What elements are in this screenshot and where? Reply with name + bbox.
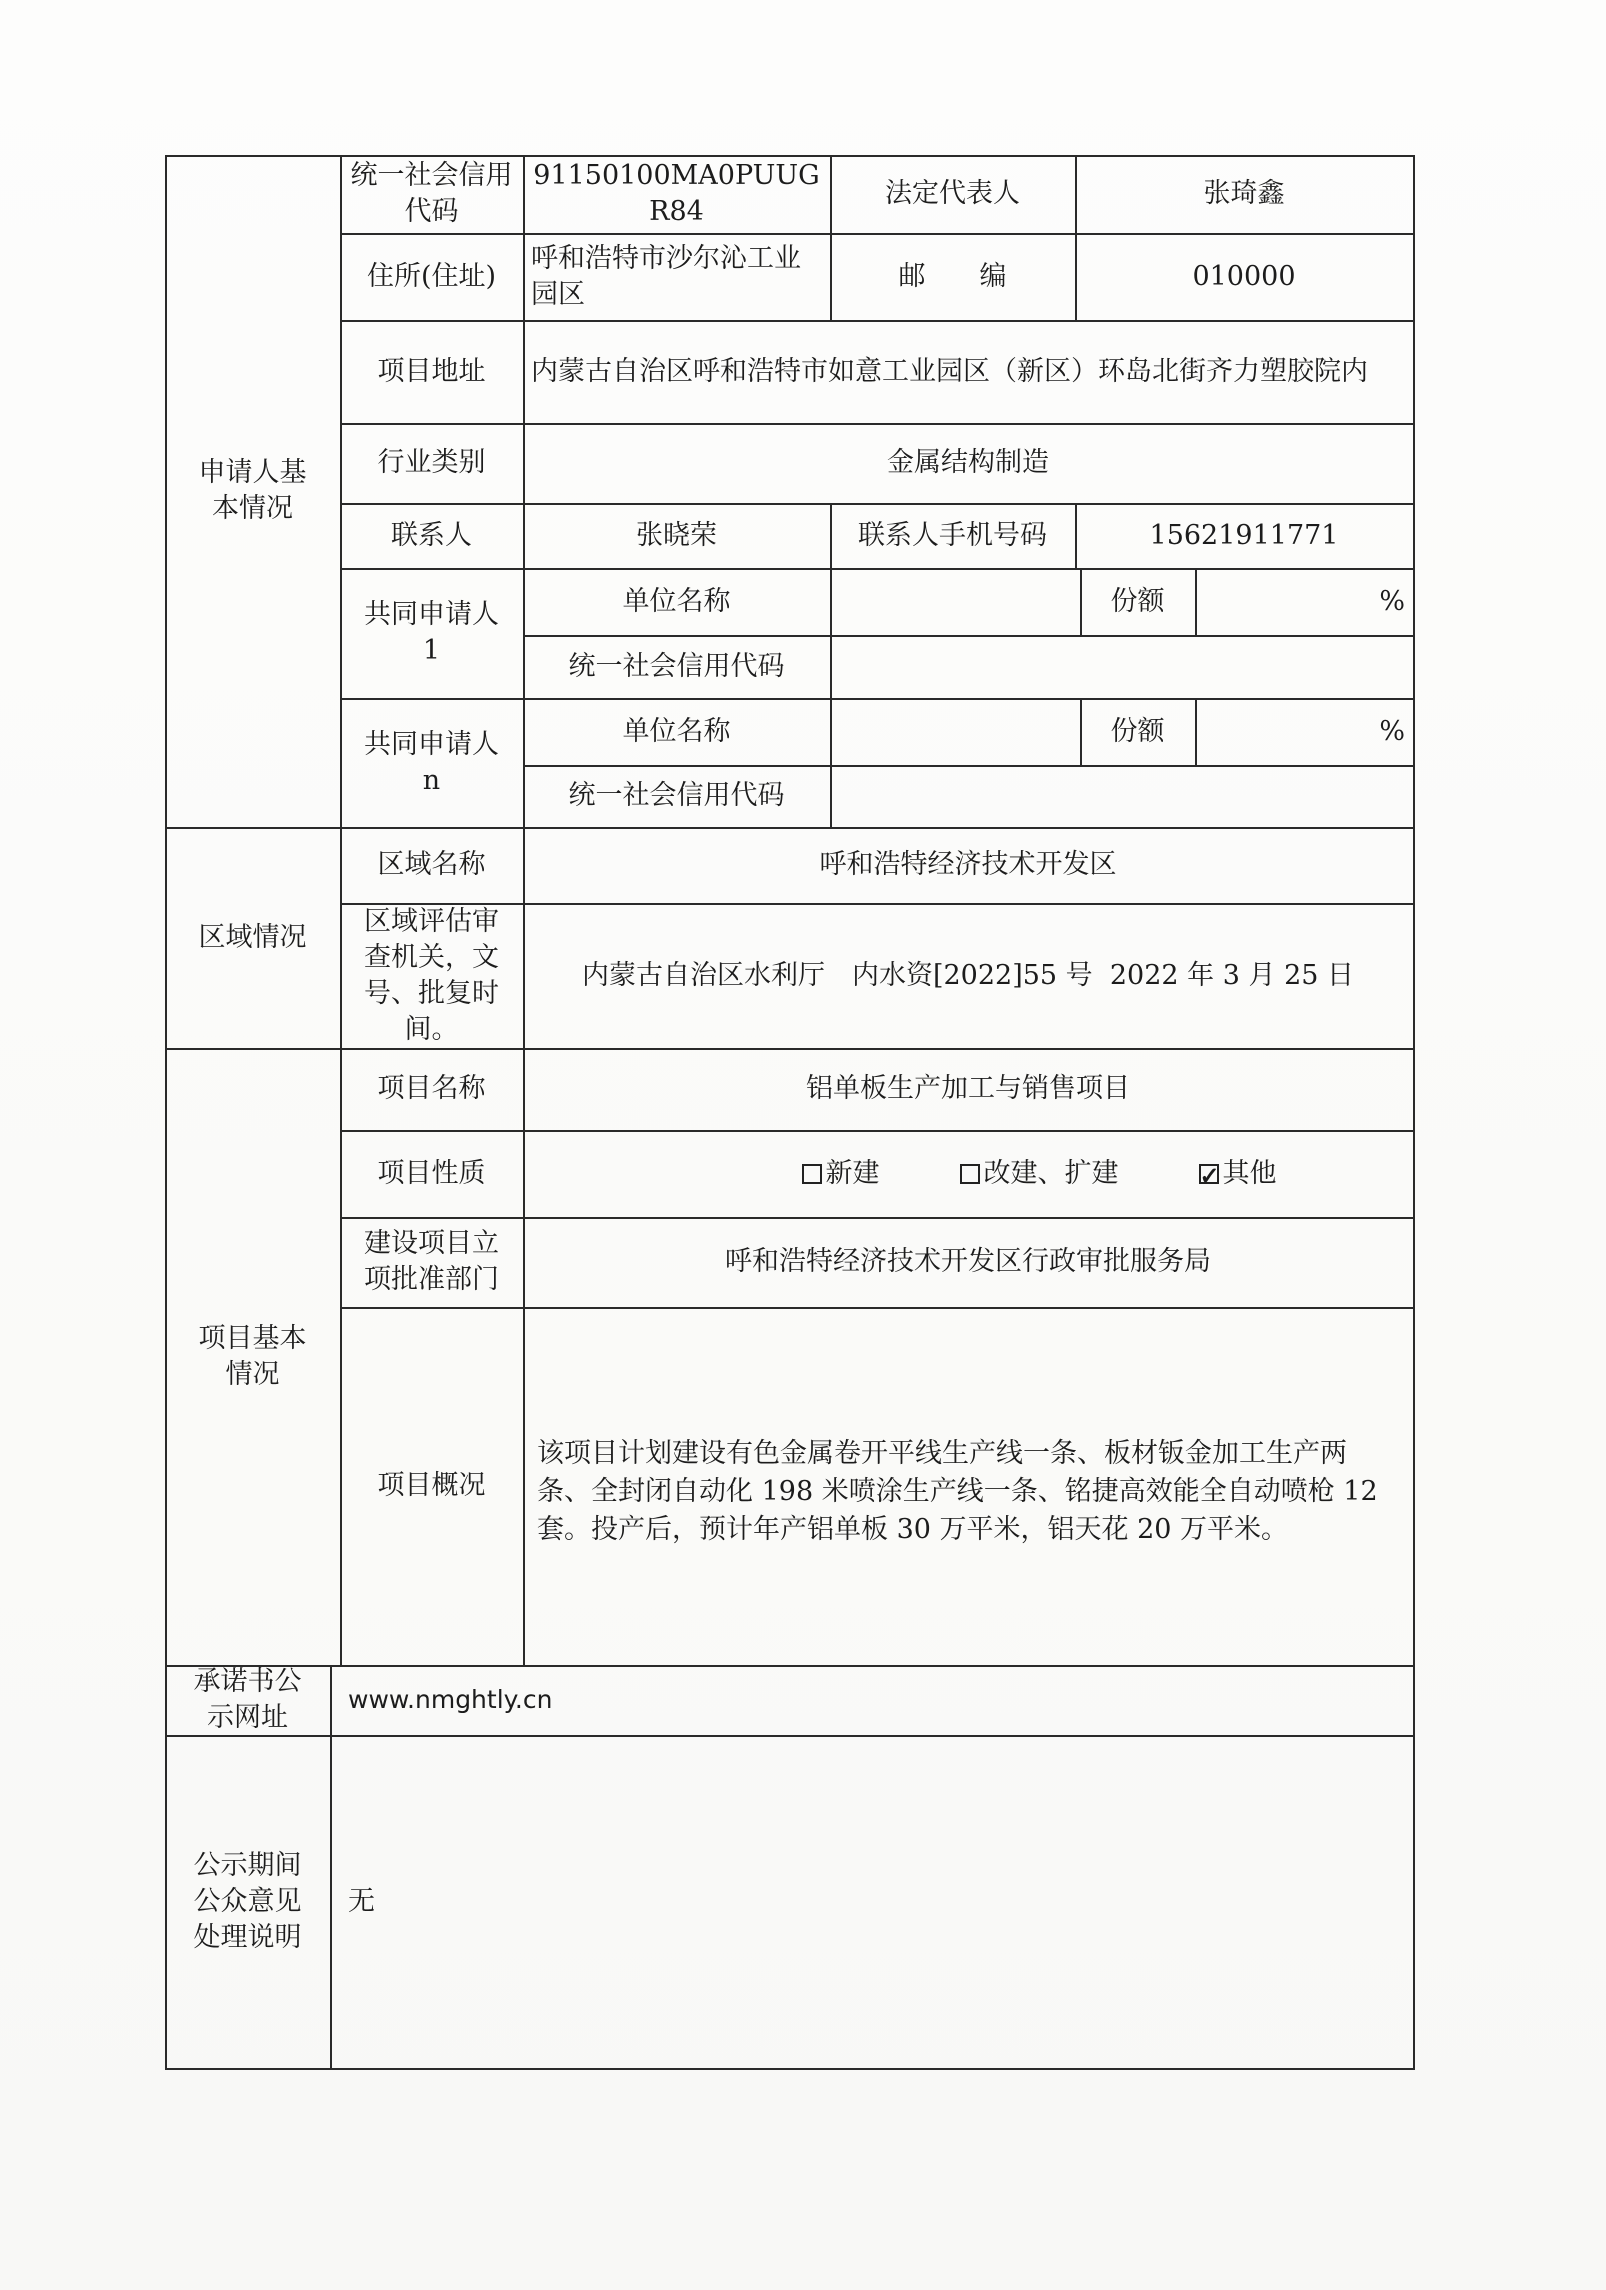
co-applicant-n-unit-name-value: [830, 698, 1080, 765]
nature-option-label: 其他: [1222, 1157, 1277, 1189]
address-value-text: 呼和浩特市沙尔沁工业园区: [531, 242, 801, 310]
project-name-value: [523, 1048, 1413, 1130]
contact-value-text: 张晓荣: [636, 519, 717, 551]
region-review-value-text: 内蒙古自治区水利厅 内水资[2022]55 号 2022 年 3 月 25 日: [581, 959, 1355, 991]
co-applicant-1-unit-name-label: [523, 568, 830, 635]
legal-rep-value-text: 张琦鑫: [1203, 178, 1285, 209]
co-applicant-1-share-value: [1195, 568, 1413, 635]
legal-rep-label-text: 法定代表人: [885, 178, 1020, 209]
public-opinion-value: [340, 1735, 1413, 2068]
overview-label-text: 项目概况: [377, 1470, 486, 1501]
section-label-applicant: [165, 155, 340, 827]
section-label-text: 区域情况: [198, 921, 307, 953]
address-label: [340, 233, 523, 320]
contact-phone-value-text: 15621911771: [1149, 519, 1339, 551]
credit-code-value: [523, 155, 830, 233]
checkbox-icon[interactable]: [802, 1164, 822, 1184]
co-credit-code-label-text: 统一社会信用代码: [568, 650, 785, 682]
region-review-label: [340, 903, 523, 1048]
project-name-label: [340, 1048, 523, 1130]
co-applicant-1-label-text: 共同申请人1: [364, 599, 499, 666]
checkbox-checked-icon[interactable]: [1199, 1164, 1219, 1184]
contact-label: [340, 503, 523, 568]
nature-option-expand[interactable]: [960, 1156, 1119, 1192]
contact-phone-value: [1075, 503, 1413, 568]
project-address-value-text: 内蒙古自治区呼和浩特市如意工业园区（新区）环岛北街齐力塑胶院内: [531, 355, 1368, 387]
overview-value: [537, 1435, 1397, 1549]
nature-option-other[interactable]: [1199, 1156, 1277, 1192]
co-credit-code-label-text: 统一社会信用代码: [568, 780, 785, 811]
section-label-region: [165, 827, 340, 1048]
industry-label: [340, 423, 523, 503]
approval-dept-label-text: 建设项目立项批准部门: [364, 1228, 499, 1295]
unit-name-label-text: 单位名称: [622, 585, 731, 617]
commitment-url-text[interactable]: www.nmghtly.cn: [348, 1685, 553, 1714]
project-name-label-text: 项目名称: [377, 1073, 486, 1104]
legal-rep-value: [1075, 155, 1413, 233]
co-applicant-n-credit-code-value: [830, 765, 1413, 827]
project-name-value-text: 铝单板生产加工与销售项目: [806, 1073, 1130, 1104]
nature-option-new[interactable]: [802, 1156, 880, 1192]
contact-label-text: 联系人: [391, 519, 472, 551]
unit-name-label-text: 单位名称: [622, 715, 731, 747]
approval-dept-label: [340, 1217, 523, 1307]
legal-rep-label: [830, 155, 1075, 233]
project-nature-label-text: 项目性质: [377, 1157, 486, 1189]
co-applicant-1-credit-code-label: [523, 635, 830, 698]
project-nature-options: [523, 1130, 1413, 1217]
percent-symbol: %: [1379, 585, 1405, 617]
co-applicant-n-share-value: [1195, 698, 1413, 765]
checkbox-icon[interactable]: [960, 1164, 980, 1184]
commitment-label-text: 承诺书公示网址: [193, 1666, 302, 1733]
project-address-label-text: 项目地址: [377, 355, 486, 387]
postcode-value: [1075, 233, 1413, 320]
application-form-table: [165, 155, 1415, 2070]
public-opinion-value-text: 无: [348, 1885, 375, 1917]
section-label-text: 申请人基本情况: [198, 457, 307, 524]
postcode-value-text: 010000: [1192, 260, 1296, 292]
credit-code-value-text: 91150100MA0PUUGR84: [533, 160, 820, 227]
project-address-value: [523, 320, 1413, 423]
project-nature-label: [340, 1130, 523, 1217]
co-applicant-1-label: [340, 568, 523, 698]
industry-value-text: 金属结构制造: [887, 447, 1049, 478]
public-opinion-label: [165, 1735, 330, 2068]
region-review-value: [523, 903, 1413, 1048]
co-applicant-1-unit-name-value: [830, 568, 1080, 635]
table-border: [165, 2068, 1415, 2070]
co-applicant-1-share-label: [1080, 568, 1195, 635]
overview-label: [340, 1307, 523, 1665]
public-opinion-label-text: 公示期间公众意见处理说明: [193, 1849, 302, 1953]
table-divider: [330, 1665, 332, 2068]
contact-phone-label-text: 联系人手机号码: [858, 519, 1047, 551]
co-applicant-1-credit-code-value: [830, 635, 1413, 698]
address-value: [523, 233, 830, 320]
section-label-project: [165, 1048, 340, 1665]
share-label-text: 份额: [1110, 585, 1165, 617]
approval-dept-value-text: 呼和浩特经济技术开发区行政审批服务局: [725, 1246, 1211, 1277]
region-name-value-text: 呼和浩特经济技术开发区: [819, 849, 1117, 880]
contact-value: [523, 503, 830, 568]
nature-option-label: 新建: [825, 1157, 880, 1189]
co-applicant-n-unit-name-label: [523, 698, 830, 765]
region-name-label-text: 区域名称: [377, 849, 486, 880]
section-label-text: 项目基本情况: [198, 1322, 307, 1390]
commitment-label: [165, 1665, 330, 1735]
table-border: [1413, 155, 1415, 2070]
co-applicant-n-label-text: 共同申请人n: [364, 728, 499, 796]
co-applicant-n-share-label: [1080, 698, 1195, 765]
contact-phone-label: [830, 503, 1075, 568]
industry-label-text: 行业类别: [377, 447, 486, 478]
region-review-label-text: 区域评估审查机关，文号、批复时间。: [364, 905, 499, 1045]
credit-code-label: [340, 155, 523, 233]
percent-symbol: %: [1379, 715, 1405, 747]
region-name-label: [340, 827, 523, 903]
co-applicant-n-credit-code-label: [523, 765, 830, 827]
commitment-url[interactable]: [340, 1665, 1413, 1735]
overview-value-text: 该项目计划建设有色金属卷开平线生产线一条、板材钣金加工生产两条、全封闭自动化 198 米喷涂生产线一条、铭捷高效能全自动喷枪 12 套。投产后，预计年产铝单板 30 万平米，铝天花 20 万平米。: [537, 1438, 1378, 1545]
nature-option-label: 改建、扩建: [983, 1157, 1119, 1189]
postcode-label: [830, 233, 1075, 320]
address-label-text: 住所(住址): [366, 260, 497, 292]
postcode-label-text: 邮 编: [898, 260, 1007, 292]
credit-code-label-text: 统一社会信用代码: [350, 160, 513, 227]
industry-value: [523, 423, 1413, 503]
region-name-value: [523, 827, 1413, 903]
approval-dept-value: [523, 1217, 1413, 1307]
share-label-text: 份额: [1110, 715, 1165, 747]
co-applicant-n-label: [340, 698, 523, 827]
project-address-label: [340, 320, 523, 423]
